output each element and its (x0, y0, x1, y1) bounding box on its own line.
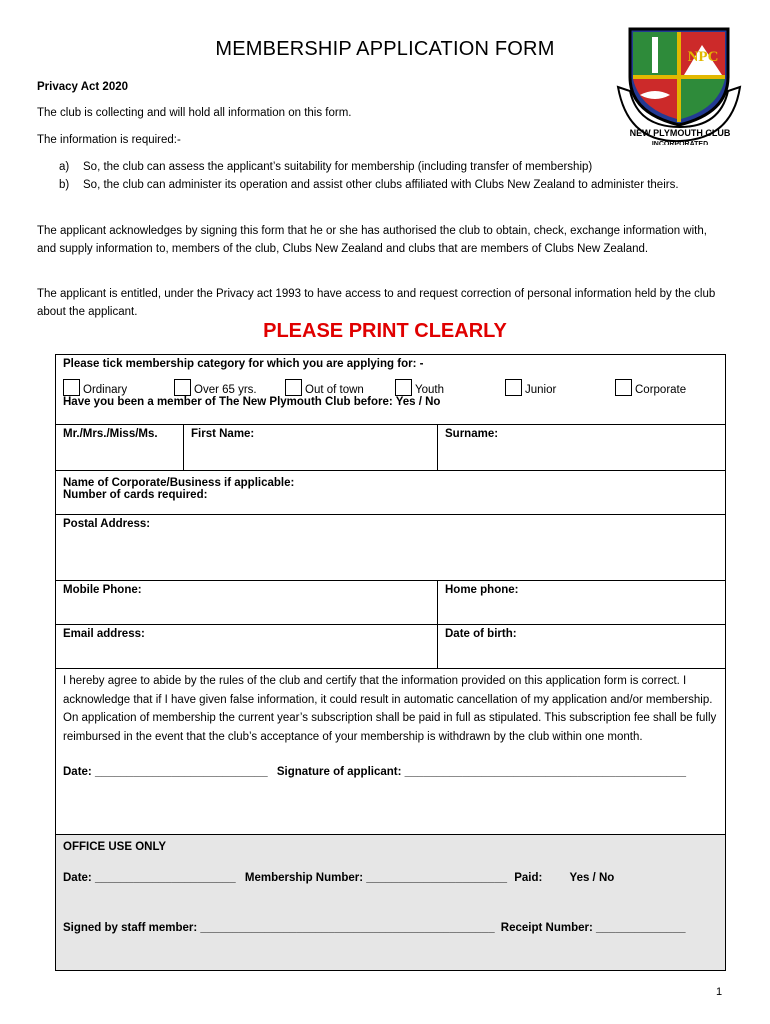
corporate-field[interactable]: Name of Corporate/Business if applicable: Number of cards required: (56, 471, 726, 515)
list-item: b) So, the club can administer its operation and assist other clubs affiliated with Clubs New Zealand to administer theirs. (59, 179, 679, 191)
office-date-field[interactable]: Date: ______________________ (63, 872, 236, 884)
category-out-of-town[interactable]: Out of town (285, 379, 395, 396)
receipt-number-field[interactable]: Receipt Number: ______________ (500, 922, 686, 934)
postal-address-field[interactable]: Postal Address: (56, 515, 726, 581)
declaration-section (56, 669, 726, 835)
privacy-list (37, 158, 737, 194)
paid-label: Paid: (514, 872, 543, 884)
office-use-heading: OFFICE USE ONLY (63, 841, 167, 853)
checkbox-icon[interactable] (395, 379, 412, 396)
email-field[interactable]: Email address: (56, 625, 438, 669)
declaration-paragraph-1: I hereby agree to abide by the rules of the club and certify that the information provided on this application form is correct. I acknowledge that if I have given false information, it could result in automatic cancellation of my application and/or membership. (63, 675, 713, 706)
category-youth[interactable]: Youth (395, 379, 505, 396)
checkbox-icon[interactable] (615, 379, 632, 396)
checkbox-icon[interactable] (505, 379, 522, 396)
checkbox-icon[interactable] (63, 379, 80, 396)
privacy-paragraph-4: The applicant is entitled, under the Privacy act 1993 to have access to and request correction of personal information held by the club about the applicant. (37, 288, 716, 318)
applicant-signature-field[interactable]: Signature of applicant: ____________________________________________ (276, 766, 687, 778)
category-ordinary[interactable]: Ordinary (63, 379, 174, 396)
list-item: a) So, the club can assess the applicant’s suitability for membership (including transfer of membership) (59, 161, 593, 173)
checkbox-icon[interactable] (174, 379, 191, 396)
page-number: 1 (716, 986, 723, 998)
first-name-field[interactable]: First Name: (184, 425, 438, 471)
membership-form-table (55, 354, 726, 971)
checkbox-icon[interactable] (285, 379, 302, 396)
privacy-paragraph-3: The applicant acknowledges by signing this form that he or she has authorised the club to obtain, check, exchange information with, and supply information to, members of the club, Clubs New Zealand and clubs that are members of Clubs New Zealand. (37, 225, 707, 255)
category-over-65[interactable]: Over 65 yrs. (174, 379, 285, 396)
privacy-paragraph-2: The information is required:- (37, 134, 181, 146)
category-junior[interactable]: Junior (505, 379, 615, 396)
title-field[interactable]: Mr./Mrs./Miss/Ms. (56, 425, 184, 471)
category-prompt: Please tick membership category for which you are applying for: - (63, 358, 424, 370)
paid-value[interactable]: Yes / No (569, 872, 615, 884)
previous-member-question: Have you been a member of The New Plymouth Club before: Yes / No (63, 396, 441, 408)
staff-signature-field[interactable]: Signed by staff member: ______________________________________________ (63, 922, 495, 934)
category-section (56, 355, 726, 425)
category-corporate[interactable]: Corporate (615, 379, 686, 396)
logo-ring-top: NEW PLYMOUTH CLUB (629, 128, 731, 138)
declaration-paragraph-2: On application of membership the current year’s subscription shall be paid in full as stipulated. This subscription fee shall be fully reimbursed in the event that the club’s acceptance of your membership is withdrawn by the club within one month. (63, 712, 717, 743)
privacy-heading: Privacy Act 2020 (37, 81, 129, 93)
logo-initials: NPC (687, 49, 719, 65)
date-of-birth-field[interactable]: Date of birth: (438, 625, 726, 669)
surname-field[interactable]: Surname: (438, 425, 726, 471)
npc-logo (610, 15, 745, 145)
form-title: MEMBERSHIP APPLICATION FORM (215, 38, 555, 60)
membership-number-field[interactable]: Membership Number: ______________________ (244, 872, 507, 884)
chimney-icon (652, 37, 658, 73)
home-phone-field[interactable]: Home phone: (438, 581, 726, 625)
office-use-section (56, 835, 726, 971)
mobile-phone-field[interactable]: Mobile Phone: (56, 581, 438, 625)
print-clearly-heading: PLEASE PRINT CLEARLY (263, 320, 507, 342)
privacy-paragraph-1: The club is collecting and will hold all information on this form. (37, 107, 352, 119)
applicant-date-field[interactable]: Date: ___________________________ (63, 766, 268, 778)
logo-ring-bottom: INCORPORATED (651, 141, 709, 145)
